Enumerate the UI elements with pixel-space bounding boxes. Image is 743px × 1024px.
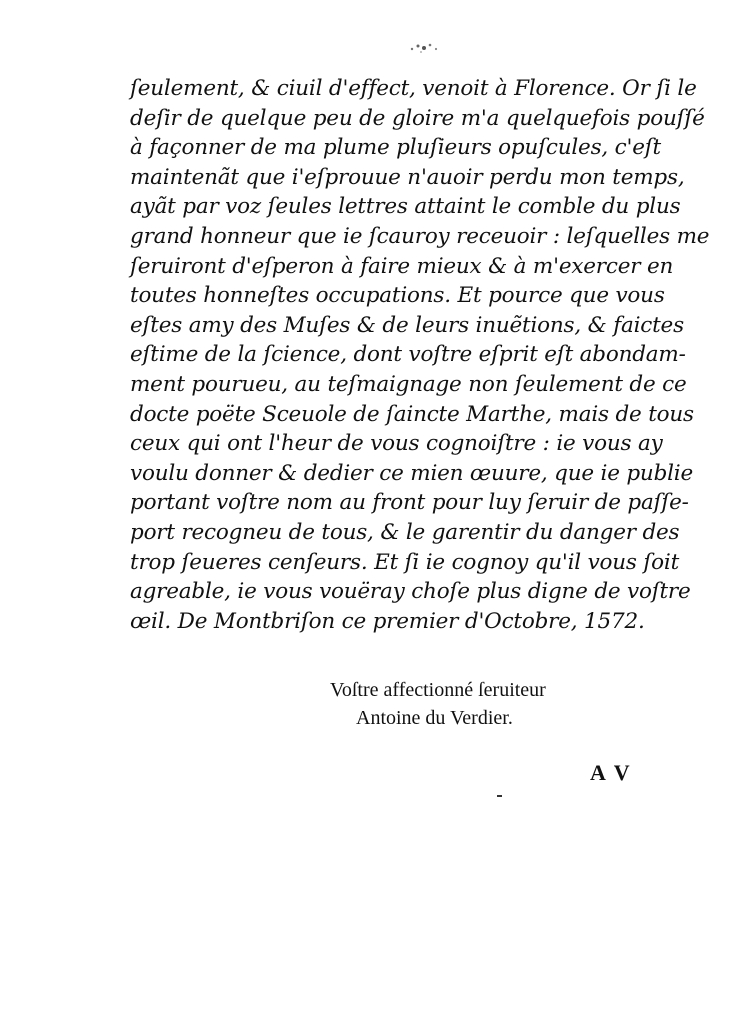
text-line: port recogneu de tous, & le garentir du danger des [130,519,680,545]
text-line: à façonner de ma plume pluſieurs opuſcules, c'eſt [130,135,661,161]
text-line: agreable, ie vous vouëray choſe plus digne de voſtre [130,579,691,605]
text-line: voulu donner & dedier ce mien œuure, que ie publie [130,460,694,486]
text-line: œil. De Montbriſon ce premier d'Octobre, 1572. [130,608,645,634]
text-line: eſtes amy des Muſes & de leurs inuẽtions, & faictes [130,312,684,338]
text-line: ſeulement, & ciuil d'effect, venoit à Florence. Or ſi le [130,76,697,101]
text-line: ceux qui ont l'heur de vous cognoiſtre : ie vous ay [130,431,663,457]
text-line: grand honneur que ie ſcauroy receuoir : leſquelles me [130,223,710,249]
text-line: ſeruiront d'eſperon à faire mieux & à m'exercer en [130,253,674,279]
ornament-mark [400,40,450,56]
signature-closing: Voſtre affectionné ſeruiteur [330,679,546,701]
signature-mark: A V [590,760,632,785]
text-line: portant voſtre nom au front pour luy ſeruir de paſſe- [130,490,689,516]
text-line: deſir de quelque peu de gloire m'a quelquefois pouſſé [130,105,705,131]
text-line: ment pourueu, au teſmaignage non ſeulement de ce [130,371,687,397]
text-line: eſtime de la ſcience, dont voſtre eſprit eſt abondam- [130,342,686,368]
text-line: toutes honneſtes occupations. Et pource que vous [130,283,665,309]
text-line: ayãt par voz ſeules lettres attaint le comble du plus [130,194,681,220]
signature-block [330,676,650,732]
signature-name: Antoine du Verdier. [356,707,513,729]
text-line: trop ſeueres cenſeurs. Et ſi ie cognoy qu'il vous ſoit [130,549,680,575]
print-speck [497,795,502,797]
body-text [130,74,710,636]
text-line: docte poëte Sceuole de ſaincte Marthe, mais de tous [130,401,694,427]
text-line: maintenãt que i'eſprouue n'auoir perdu mon temps, [130,164,685,190]
